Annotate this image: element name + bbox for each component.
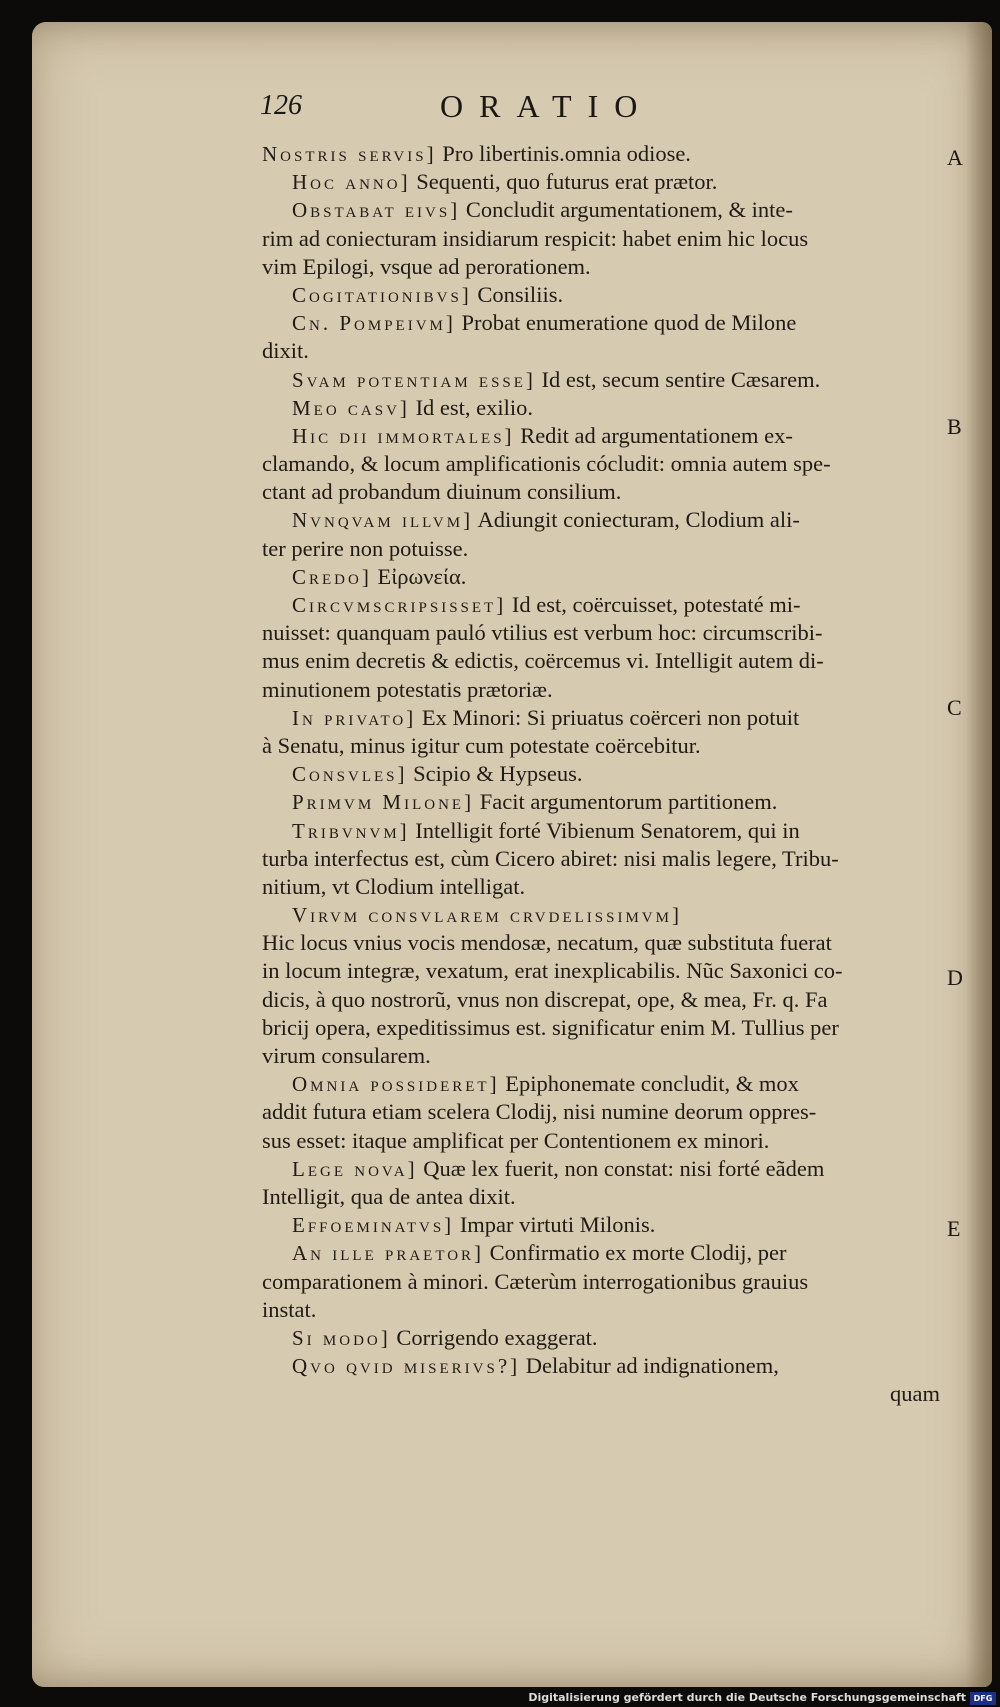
gloss-text: Pro libertinis.omnia odiose. (436, 141, 691, 166)
gloss-text: Corrigendo exaggerat. (390, 1324, 598, 1350)
margin-letter-c: C (947, 695, 962, 720)
gloss-text: instat. (262, 1296, 317, 1322)
lemma: Consvles] (292, 762, 408, 787)
gloss-text: Facit argumentorum partitionem. (474, 789, 778, 815)
gloss-text: Confirmatio ex morte Clodij, per (484, 1240, 787, 1266)
footer-credit: Digitalisierung gefördert durch die Deutsche Forschungsgemeinschaft (528, 1691, 966, 1704)
margin-letter-a: A (947, 145, 963, 170)
lemma: Lege nova] (292, 1156, 418, 1181)
lemma: Effoeminatvs] (292, 1213, 455, 1238)
lemma: Credo] (292, 564, 372, 589)
gloss-text: Sequenti, quo futurus erat prætor. (410, 169, 718, 195)
gloss-text: turba interfectus est, cùm Cicero abiret: nisi malis legere, Tribu- (262, 845, 839, 871)
gloss-text: Delabitur ad indignationem, (520, 1353, 779, 1379)
text-line (262, 1352, 942, 1380)
text-line (262, 366, 942, 394)
text-line (262, 1211, 942, 1239)
text-line (262, 1127, 942, 1155)
gloss-text: comparationem à minori. Cæterùm interrogationibus grauius (262, 1268, 809, 1294)
lemma: Hic dii immortales] (292, 423, 515, 448)
text-line (262, 1183, 942, 1211)
lemma: Obstabat eivs] (292, 198, 461, 223)
gloss-text: in locum integræ, vexatum, erat inexplicabilis. Nũc Saxonici co- (262, 958, 843, 984)
gloss-text: Id est, exilio. (409, 394, 534, 420)
text-line (262, 140, 942, 168)
text-line (262, 704, 942, 732)
gloss-text: vim Epilogi, vsque ad perorationem. (262, 253, 591, 279)
gloss-text: sus esset: itaque amplificat per Contentionem ex minori. (262, 1127, 770, 1153)
gloss-text: nuisset: quanquam pauló vtilius est verbum hoc: circumscribi- (262, 620, 823, 646)
text-line (262, 957, 942, 985)
text-line (262, 873, 942, 901)
gloss-text: mus enim decretis & edictis, coërcemus vi. Intelligit autem di- (262, 648, 824, 674)
gloss-text: Intelligit, qua de antea dixit. (262, 1183, 516, 1209)
lemma: Primvm Milone] (292, 790, 475, 815)
text-line (262, 1155, 942, 1183)
text-line (262, 1070, 942, 1098)
gloss-text: minutionem potestatis prætoriæ. (262, 676, 553, 702)
text-line (262, 676, 942, 704)
lemma: Omnia possideret] (292, 1072, 500, 1097)
text-line (262, 845, 942, 873)
gloss-text: Probat enumeratione quod de Milone (455, 310, 797, 336)
text-line (262, 986, 942, 1014)
gloss-text: Id est, secum sentire Cæsarem. (535, 366, 821, 392)
text-line (262, 901, 942, 929)
gloss-text: ctant ad probandum diuinum consilium. (262, 479, 622, 505)
gloss-text: Scipio & Hypseus. (407, 761, 583, 787)
lemma: Nvnqvam illvm] (292, 508, 474, 533)
margin-letter-e: E (947, 1216, 961, 1241)
text-line (262, 1098, 942, 1126)
text-line (262, 309, 942, 337)
gloss-text: dixit. (262, 338, 309, 364)
text-line (262, 619, 942, 647)
text-line (262, 168, 942, 196)
text-line (262, 422, 942, 450)
text-line (262, 1239, 942, 1267)
lemma: Meo casv] (292, 395, 410, 420)
lemma: Qvo qvid miserivs?] (292, 1354, 521, 1379)
page-number: 126 (260, 90, 302, 121)
gloss-text: rim ad coniecturam insidiarum respicit: habet enim hic locus (262, 225, 809, 251)
text-line (262, 535, 942, 563)
text-line (262, 253, 942, 281)
text-line (262, 1296, 942, 1324)
gloss-text: Concludit argumentationem, & inte- (460, 197, 793, 223)
text-line (262, 450, 942, 478)
text-line (262, 1324, 942, 1352)
catchword: quam (890, 1381, 940, 1407)
page-edge-shadow (966, 22, 992, 1687)
text-line (262, 647, 942, 675)
gloss-text: Quæ lex fuerit, non constat: nisi forté eãdem (417, 1155, 825, 1181)
gloss-text: Adiungit coniecturam, Clodium ali- (473, 507, 800, 533)
lemma: Circvmscripsisset] (292, 593, 507, 617)
text-line (262, 1014, 942, 1042)
text-line (262, 732, 942, 760)
lemma: Svam potentiam esse] (292, 367, 536, 392)
gloss-text: dicis, à quo nostrorũ, vnus non discrepat, ope, & mea, Fr. q. Fa (262, 986, 828, 1012)
gloss-text: Epiphonemate concludit, & mox (499, 1071, 799, 1097)
running-title: ORATIO (440, 88, 654, 124)
text-line (262, 1268, 942, 1296)
lemma: Tribvnvm] (292, 818, 410, 843)
gloss-text: Hic locus vnius vocis mendosæ, necatum, quæ substituta fuerat (262, 930, 832, 956)
gloss-text: Intelligit forté Vibienum Senatorem, qui in (409, 817, 800, 843)
gloss-text: virum consularem. (262, 1043, 431, 1068)
text-line (262, 929, 942, 957)
text-line (262, 1042, 942, 1070)
lemma: An ille praetor] (292, 1241, 485, 1266)
lemma: Hoc anno] (292, 170, 411, 195)
lemma: In privato] (292, 705, 417, 730)
text-line (262, 478, 942, 506)
margin-letter-b: B (947, 414, 962, 439)
gloss-text: nitium, vt Clodium intelligat. (262, 873, 526, 899)
margin-letter-d: D (947, 965, 963, 990)
gloss-text: Ex Minori: Si priuatus coërceri non potuit (416, 704, 800, 730)
footer-bar (0, 1690, 1000, 1707)
gloss-text: Id est, coërcuisset, potestaté mi- (506, 592, 801, 617)
text-line (262, 506, 942, 534)
text-line (262, 817, 942, 845)
text-line (262, 337, 942, 365)
text-line (262, 281, 942, 309)
lemma: Cogitationibvs] (292, 282, 472, 307)
page-header (260, 88, 780, 128)
text-line (262, 591, 942, 619)
text-line (262, 788, 942, 816)
text-line (262, 196, 942, 224)
gloss-text: Εἰρωνεία. (371, 563, 467, 589)
gloss-text: à Senatu, minus igitur cum potestate coërcebitur. (262, 732, 701, 758)
lemma: Nostris servis] (262, 142, 437, 166)
text-line (262, 225, 942, 253)
gloss-text: ter perire non potuisse. (262, 535, 469, 561)
gloss-text: addit futura etiam scelera Clodij, nisi numine deorum oppres- (262, 1099, 817, 1125)
gloss-text: Consiliis. (471, 281, 564, 307)
gloss-text: bricij opera, expeditissimus est. significatur enim M. Tullius per (262, 1014, 839, 1040)
lemma: Cn. Pompeivm] (292, 311, 456, 336)
text-line (262, 563, 942, 591)
commentary-text (262, 140, 942, 1408)
gloss-text: Impar virtuti Milonis. (454, 1212, 656, 1238)
gloss-text: clamando, & locum amplificationis cócludit: omnia autem spe- (262, 451, 831, 477)
text-line (262, 760, 942, 788)
text-line (262, 394, 942, 422)
lemma: Si modo] (292, 1325, 391, 1350)
gloss-text: Redit ad argumentationem ex- (514, 422, 793, 448)
dfg-logo: DFG (970, 1692, 996, 1705)
lemma: Virvm consvlarem crvdelissimvm] (292, 903, 682, 928)
